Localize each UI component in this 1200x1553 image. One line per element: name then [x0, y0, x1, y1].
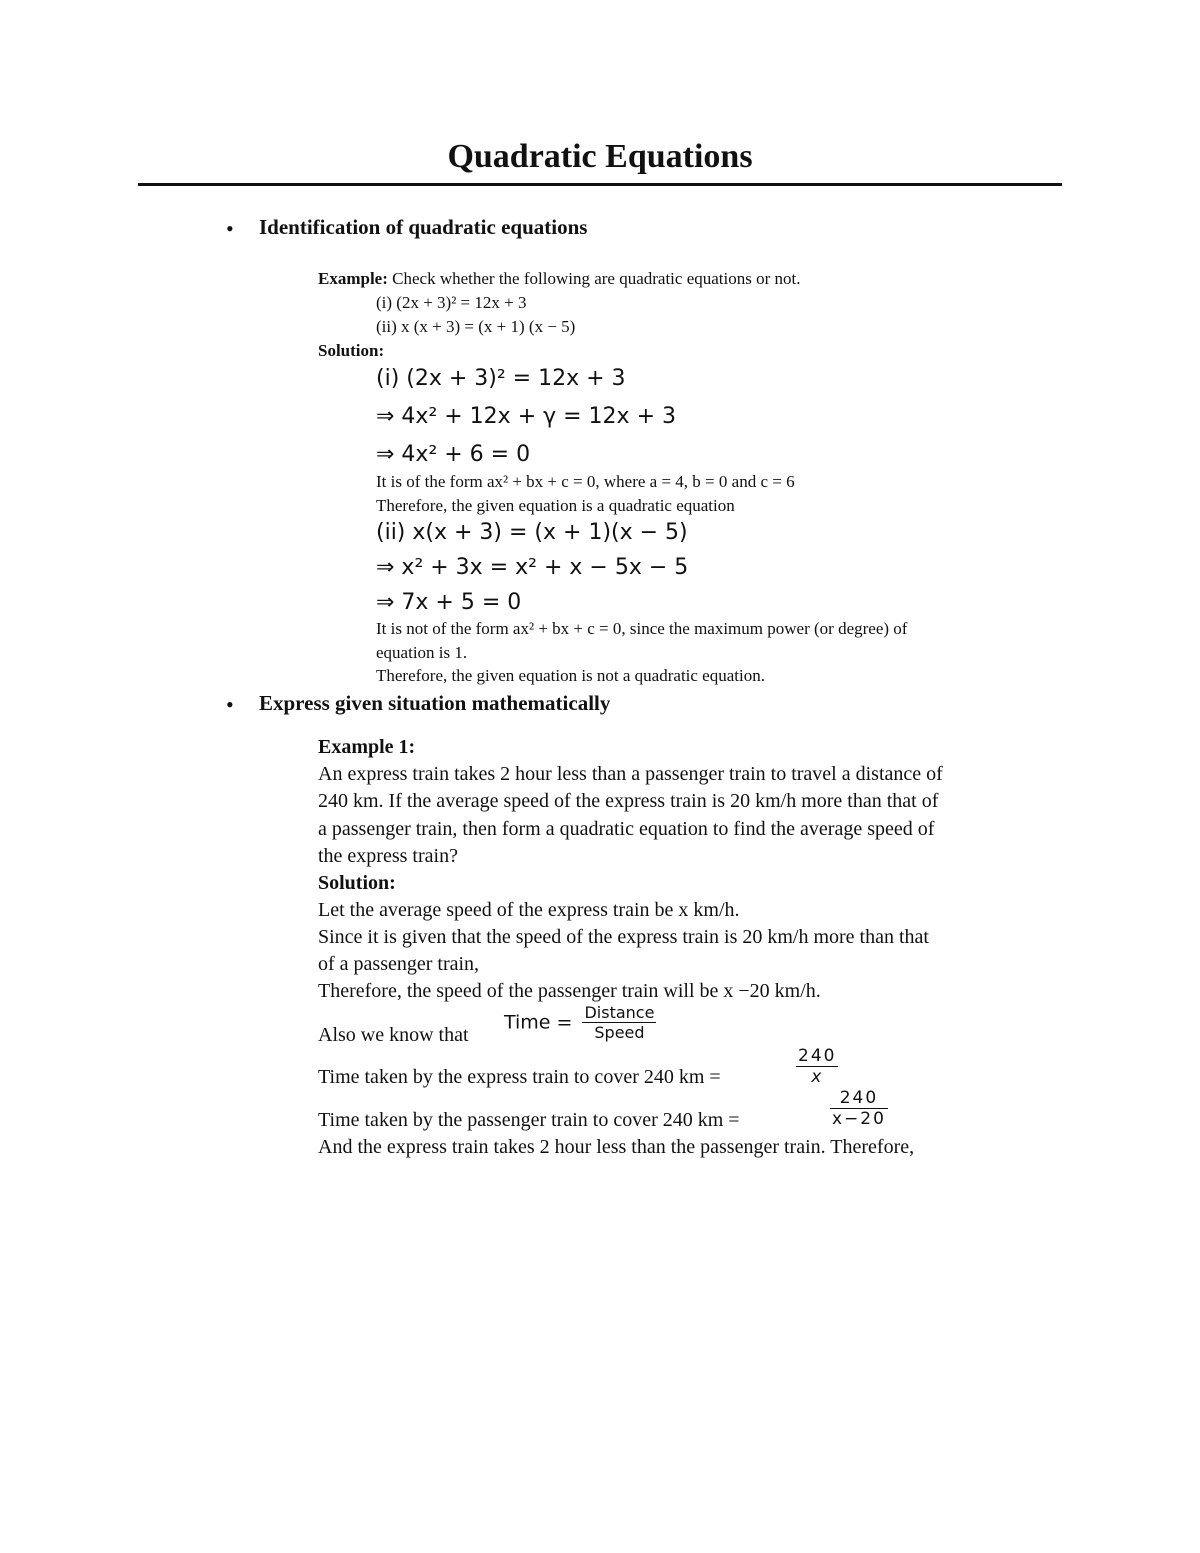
solution-line-2: Since it is given that the speed of the express train is 20 km/h more than that: [318, 926, 929, 948]
question-2: (ii) x (x + 3) = (x + 1) (x − 5): [376, 317, 576, 336]
bullet-1: •: [226, 216, 234, 241]
page-title: Quadratic Equations: [447, 138, 753, 175]
time-fraction-numerator: Distance: [584, 1003, 655, 1022]
section-heading-2: Express given situation mathematically: [259, 691, 611, 715]
solution-line-4: Therefore, the speed of the passenger train will be x −20 km/h.: [318, 980, 821, 1002]
solution-label-1: Solution:: [318, 341, 385, 360]
solution-line-6: Time taken by the express train to cover 240 km =: [318, 1066, 721, 1088]
equation-2: ⇒ 4x² + 12x + γ = 12x + 3: [376, 404, 676, 429]
problem-line-2: 240 km. If the average speed of the express train is 20 km/h more than that of: [318, 790, 939, 812]
passenger-time-fraction: [830, 1088, 888, 1129]
form-text-1: It is of the form ax² + bx + c = 0, where a = 4, b = 0 and c = 6: [376, 472, 795, 491]
time-fraction: [582, 1003, 656, 1042]
solution-line-7: Time taken by the passenger train to cover 240 km =: [318, 1109, 740, 1131]
equation-4: (ii) x(x + 3) = (x + 1)(x − 5): [376, 520, 688, 545]
bullet-2: •: [226, 692, 234, 717]
passenger-fraction-denominator: x−20: [832, 1109, 886, 1129]
solution-line-8: And the express train takes 2 hour less than the passenger train. Therefore,: [318, 1136, 915, 1158]
equation-6: ⇒ 7x + 5 = 0: [376, 590, 522, 615]
solution-line-5: Also we know that: [318, 1024, 469, 1046]
equation-5: ⇒ x² + 3x = x² + x − 5x − 5: [376, 555, 689, 580]
problem-line-4: the express train?: [318, 845, 458, 867]
equation-3: ⇒ 4x² + 6 = 0: [376, 442, 531, 467]
example-1-label: Example 1:: [318, 736, 416, 758]
conclusion-1: Therefore, the given equation is a quadratic equation: [376, 496, 735, 515]
time-formula: [504, 1003, 656, 1042]
express-fraction-numerator: 240: [798, 1046, 837, 1066]
solution-label-2: Solution:: [318, 872, 396, 894]
form-text-3: equation is 1.: [376, 643, 468, 662]
example-line: [318, 269, 800, 289]
solution-line-3: of a passenger train,: [318, 953, 480, 975]
problem-line-1: An express train takes 2 hour less than a passenger train to travel a distance of: [318, 763, 943, 785]
solution-line-1: Let the average speed of the express train be x km/h.: [318, 899, 740, 921]
example-text: Check whether the following are quadratic equations or not.: [392, 269, 801, 288]
section-heading-1: Identification of quadratic equations: [259, 215, 588, 239]
passenger-fraction-numerator: 240: [830, 1088, 888, 1109]
time-formula-lhs: Time =: [504, 1011, 573, 1034]
express-time-fraction: [796, 1046, 838, 1087]
form-text-2: It is not of the form ax² + bx + c = 0, since the maximum power (or degree) of: [376, 619, 908, 638]
question-1: (i) (2x + 3)² = 12x + 3: [376, 293, 527, 312]
conclusion-2: Therefore, the given equation is not a quadratic equation.: [376, 666, 765, 685]
time-fraction-denominator: Speed: [594, 1023, 645, 1042]
equation-1: (i) (2x + 3)² = 12x + 3: [376, 366, 626, 391]
problem-line-3: a passenger train, then form a quadratic equation to find the average speed of: [318, 818, 935, 840]
express-fraction-denominator: x: [811, 1067, 824, 1087]
example-label: Example:: [318, 269, 388, 288]
title-rule: [138, 183, 1062, 186]
